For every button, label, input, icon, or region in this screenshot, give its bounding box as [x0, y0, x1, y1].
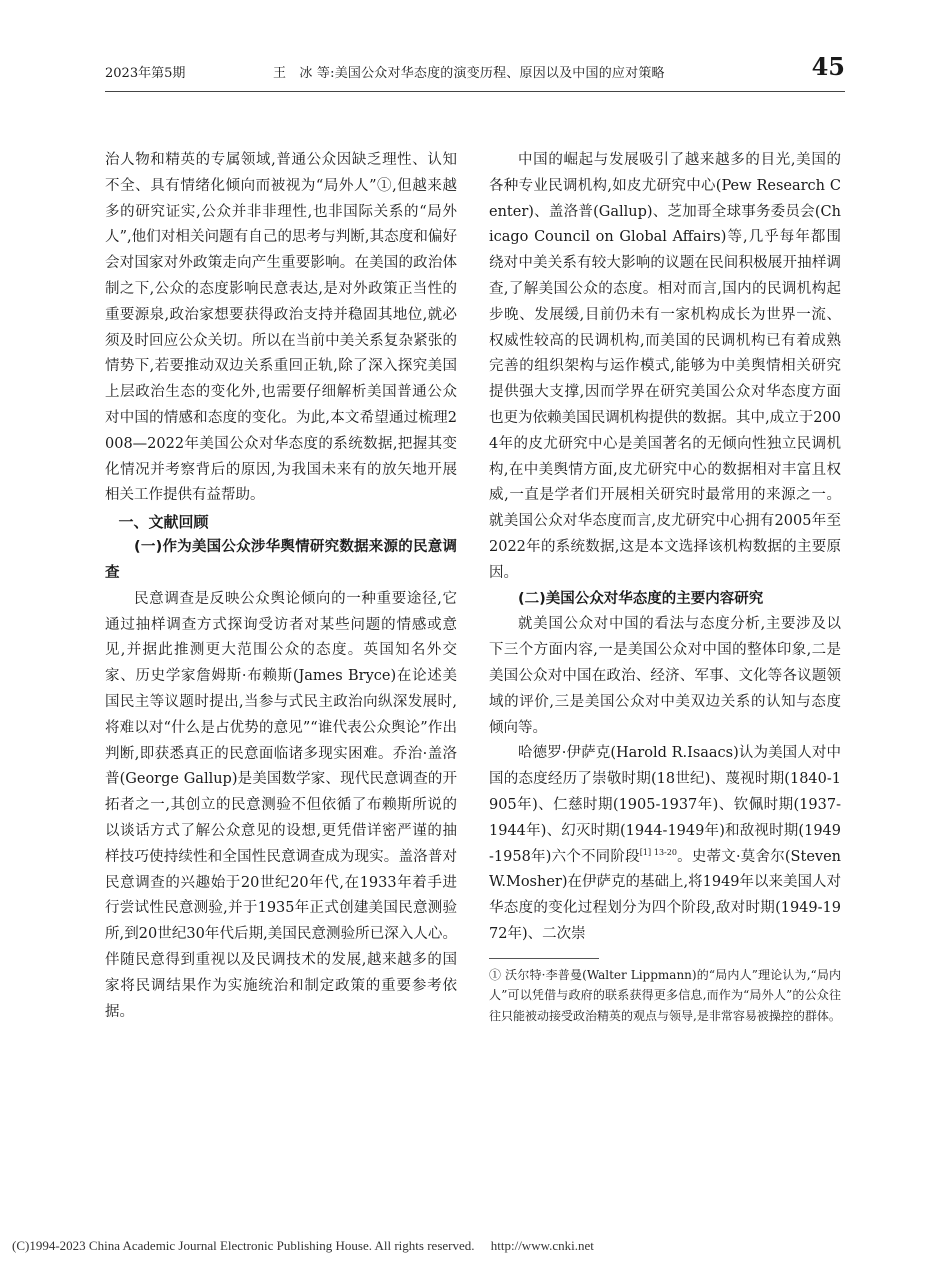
body-paragraph: 民意调查是反映公众舆论倾向的一种重要途径,它通过抽样调查方式探询受访者对某些问题的情感或意见,并据此推测更大范围公众的态度。英国知名外交家、历史学家詹姆斯·布赖斯(James Bryce)在论述美国民主等议题时提出,当参与式民主政治向纵深发展时,将难以对“什么是占优势的意见”“谁代表公众舆论”作出判断,即获悉真正的民意面临诸多现实困难。乔治·盖洛普(George Gallup)是美国数学家、现代民意调查的开拓者之一,其创立的民意测验不但依循了布赖斯所说的以谈话方式了解公众意见的设想,更凭借详密严谨的抽样技巧使持续性和全国性民意调查成为现实。盖洛普对民意调查的兴趣始于20世纪20年代,在1933年着手进行尝试性民意测验,并于1935年正式创建美国民意测验所,到20世纪30年代后期,美国民意测验所已深入人心。伴随民意得到重视以及民调技术的发展,越来越多的国家将民调结果作为实施统治和制定政策的重要参考依据。 — [105, 590, 457, 1020]
journal-issue: 2023年第5期 — [105, 66, 186, 81]
paragraph-text: 。史蒂文·莫舍尔(Steven W.Mosher)在伊萨克的基础上,将1949年以来美国人对华态度的变化过程划分为四个阶段,敌对时期(1949-1972年)、二次崇 — [489, 848, 842, 942]
running-title: 王 冰 等:美国公众对华态度的演变历程、原因以及中国的应对策略 — [273, 66, 665, 81]
body-paragraph: 就美国公众对中国的看法与态度分析,主要涉及以下三个方面内容,一是美国公众对中国的整体印象,二是美国公众对中国在政治、经济、军事、文化等各议题领域的评价,三是美国公众对中美双边关系的认知与态度倾向等。 — [489, 616, 841, 736]
section-heading: 一、文献回顾 — [118, 513, 209, 532]
footnote-rule — [489, 958, 599, 959]
page-header — [105, 52, 845, 92]
footnote: ① 沃尔特·李普曼(Walter Lippmann)的“局内人”理论认为,“局内人”可以凭借与政府的联系获得更多信息,而作为“局外人”的公众往往只能被动接受政治精英的观点与领导,是非常容易被操控的群体。 — [489, 967, 841, 1023]
copyright-footer: (C)1994-2023 China Academic Journal Electronic Publishing House. All rights reserved. http://www.cnki.net — [12, 1238, 594, 1253]
citation-ref: [1] 13-20 — [639, 847, 677, 857]
body-paragraph: 治人物和精英的专属领域,普通公众因缺乏理性、认知不全、具有情绪化倾向而被视为“局外人”①,但越来越多的研究证实,公众并非非理性,也非国际关系的“局外人”,他们对相关问题有自己的思考与判断,其态度和偏好会对国家对外政策走向产生重要影响。在美国的政治体制之下,公众的态度影响民意表达,是对外政策正当性的重要源泉,政治家想要获得政治支持并稳固其地位,就必须及时回应公众关切。所以在当前中美关系复杂紧张的情势下,若要推动双边关系重回正轨,除了深入探究美国上层政治生态的变化外,也需要仔细解析美国普通公众对中国的情感和态度的变化。为此,本文希望通过梳理2008—2022年美国公众对华态度的系统数据,把握其变化情况并考察背后的原因,为我国未来有的放矢地开展相关工作提供有益帮助。 — [105, 152, 457, 504]
subsection-heading: (二)美国公众对华态度的主要内容研究 — [518, 590, 764, 607]
paragraph-text: 哈德罗·伊萨克(Harold R.Isaacs)认为美国人对中国的态度经历了崇敬时期(18世纪)、蔑视时期(1840-1905年)、仁慈时期(1905-1937年)、钦佩时期(1937-1944年)、幻灭时期(1944-1949年)和敌视时期(1949-1958年)六个不同阶段 — [489, 745, 841, 865]
left-column — [105, 148, 457, 1025]
subsection-heading: (一)作为美国公众涉华舆情研究数据来源的民意调查 — [105, 539, 457, 581]
body-paragraph: 中国的崛起与发展吸引了越来越多的目光,美国的各种专业民调机构,如皮尤研究中心(Pew Research Center)、盖洛普(Gallup)、芝加哥全球事务委员会(Chicago Council on Global Affairs)等,几乎每年都围绕对中美关系有较大影响的议题在民间积极展开抽样调查,了解美国公众的态度。相对而言,国内的民调机构起步晚、发展缓,目前仍未有一家机构成长为世界一流、权威性较高的民调机构,而美国的民调机构已有着成熟完善的组织架构与运作模式,能够为中美舆情相关研究提供强大支撑,因而学界在研究美国公众对华态度方面也更为依赖美国民调机构提供的数据。其中,成立于2004年的皮尤研究中心是美国著名的无倾向性独立民调机构,在中美舆情方面,皮尤研究中心的数据相对丰富且权威,一直是学者们开展相关研究时最常用的来源之一。就美国公众对华态度而言,皮尤研究中心拥有2005年至2022年的系统数据,这是本文选择该机构数据的主要原因。 — [489, 152, 841, 581]
right-column — [489, 148, 841, 1026]
header-rule — [105, 91, 845, 92]
page-number: 45 — [811, 52, 845, 81]
body-paragraph — [489, 741, 841, 947]
